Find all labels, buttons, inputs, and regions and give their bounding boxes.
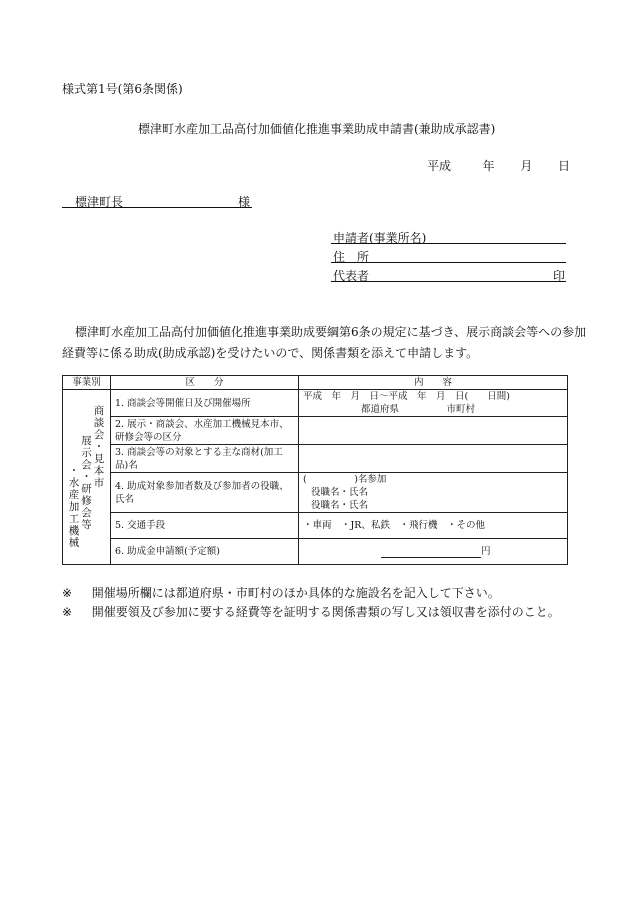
table-row xyxy=(63,390,568,417)
category-char: 示 xyxy=(81,447,92,459)
category-char: 見 xyxy=(93,453,105,465)
category-char: 商 xyxy=(93,405,105,417)
row-6-content xyxy=(299,539,568,565)
note-2-mark: ※ xyxy=(62,605,73,619)
category-char: 本 xyxy=(93,465,105,477)
applicant-representative-line xyxy=(331,281,566,282)
row-4-content-line1: ( )名参加 xyxy=(303,474,387,485)
category-cell xyxy=(63,390,111,565)
row-1-content-line2: 都道府県 市町村 xyxy=(361,404,476,415)
category-char: ・ xyxy=(93,441,105,453)
row-1-label: 1. 商談会等開催日及び開催場所 xyxy=(111,390,299,417)
row-1-content xyxy=(299,390,568,417)
seal-mark: 印 xyxy=(553,269,566,283)
row-4-label: 4. 助成対象参加者数及び参加者の役職、氏名 xyxy=(111,473,299,513)
applicant-company-label: 申請者(事業所名) xyxy=(333,231,427,245)
table-row xyxy=(63,445,568,473)
date-line xyxy=(427,157,570,174)
category-char: 研 xyxy=(81,483,92,495)
category-column-3 xyxy=(69,465,80,549)
category-char: 会 xyxy=(81,459,92,471)
category-char: 械 xyxy=(68,537,80,549)
addressee-name: 標津町長 xyxy=(75,195,124,209)
row-4-content-line3: 役職名・氏名 xyxy=(311,500,369,511)
table-row xyxy=(63,473,568,513)
table-row xyxy=(63,417,568,445)
note-1-text: 開催場所欄には都道府県・市町村のほか具体的な施設名を記入して下さい。 xyxy=(91,586,500,600)
category-char: 加 xyxy=(68,501,80,513)
category-char: 会 xyxy=(93,429,105,441)
category-char: 産 xyxy=(68,489,80,501)
body-text-line1: 標津町水産加工品高付加価値化推進事業助成要綱第6条の規定に基づき、展示商談会等への参加 xyxy=(75,325,587,339)
row-4-content-line2: 役職名・氏名 xyxy=(311,487,369,498)
applicant-address-label: 住 所 xyxy=(333,250,370,264)
row-2-label: 2. 展示・商談会、水産加工機械見本市、研修会等の区分 xyxy=(111,417,299,445)
date-month: 月 xyxy=(520,159,533,173)
row-3-content xyxy=(299,445,568,473)
table-row xyxy=(63,513,568,539)
category-char: ・ xyxy=(68,465,80,477)
category-char: 市 xyxy=(93,477,105,489)
row-4-content xyxy=(299,473,568,513)
amount-underline xyxy=(381,546,481,558)
note-2 xyxy=(62,603,560,620)
date-year: 年 xyxy=(482,159,495,173)
category-vertical-text xyxy=(63,405,110,549)
category-char: 等 xyxy=(81,519,92,531)
applicant-company-line xyxy=(331,243,566,244)
category-column-2 xyxy=(81,435,92,549)
category-char: 工 xyxy=(68,513,80,525)
category-char: 水 xyxy=(68,477,80,489)
table-row xyxy=(63,539,568,565)
category-char: 会 xyxy=(81,507,92,519)
addressee-underline xyxy=(62,207,252,208)
row-5-label: 5. 交通手段 xyxy=(111,513,299,539)
note-1 xyxy=(62,584,500,601)
note-1-mark: ※ xyxy=(62,586,73,600)
date-era: 平成 xyxy=(427,159,452,173)
row-5-content: ・車両 ・JR、私鉄 ・飛行機 ・その他 xyxy=(299,513,568,539)
body-text-line2: 経費等に係る助成(助成承認)を受けたいので、関係書類を添えて申請します。 xyxy=(62,346,479,360)
document-title: 標津町水産加工品高付加価値化推進事業助成申請書(兼助成承認書) xyxy=(138,122,496,136)
category-char: 修 xyxy=(81,495,92,507)
header-content: 内 容 xyxy=(299,376,568,390)
row-1-content-line1: 平成 年 月 日～平成 年 月 日( 日間) xyxy=(303,391,510,402)
header-category: 事業別 xyxy=(63,376,111,390)
category-char: ・ xyxy=(81,471,92,483)
category-column-1 xyxy=(94,405,105,549)
applicant-representative-label: 代表者 xyxy=(333,269,370,283)
header-section: 区 分 xyxy=(111,376,299,390)
addressee-suffix: 様 xyxy=(238,195,251,209)
row-3-label: 3. 商談会等の対象とする主な商材(加工品)名 xyxy=(111,445,299,473)
note-2-text: 開催要領及び参加に要する経費等を証明する関係書類の写し又は領収書を添付のこと。 xyxy=(91,605,560,619)
form-number: 様式第1号(第6条関係) xyxy=(62,82,183,96)
category-char: 談 xyxy=(93,417,105,429)
category-char: 展 xyxy=(81,435,92,447)
application-table xyxy=(62,375,568,565)
applicant-address-line xyxy=(331,262,566,263)
category-char: 機 xyxy=(68,525,80,537)
date-day: 日 xyxy=(558,159,571,173)
row-2-content xyxy=(299,417,568,445)
row-6-yen: 円 xyxy=(481,546,491,557)
row-6-label: 6. 助成金申請額(予定額) xyxy=(111,539,299,565)
table-header-row xyxy=(63,376,568,390)
